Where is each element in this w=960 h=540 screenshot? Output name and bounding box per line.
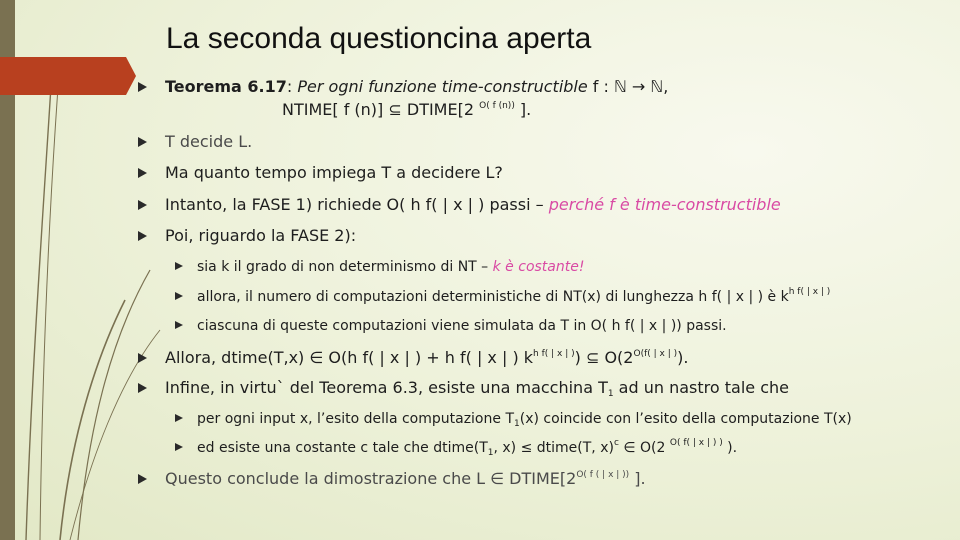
theorem-conclusion-exponent: O( f (n)) (479, 101, 515, 111)
conclusion-exponent: O( f ( | x | )) (576, 470, 630, 480)
theorem-hypothesis: Per ogni funzione time-constructible (297, 77, 588, 96)
bullet-phase-one (165, 195, 781, 215)
same-outcome-end: (x) coincide con l’esito della computazione T(x) (519, 411, 852, 427)
same-outcome-subscript: 1 (514, 419, 520, 429)
bullet-phase-two: Poi, riguardo la FASE 2): (165, 226, 357, 245)
sub-bullet-nondeterminism (197, 257, 584, 277)
theorem-statement (165, 77, 668, 97)
theorem-label: Teorema 6.17 (165, 77, 287, 96)
bullet-marker-icon (138, 137, 147, 147)
bullet-marker-icon (138, 353, 147, 363)
computations-count-exponent: h f( | x | ) (788, 287, 831, 297)
sub-bullet-constant-c (197, 438, 737, 458)
slide-title: La seconda questioncina aperta (166, 22, 592, 55)
sub-bullet-same-outcome (197, 409, 852, 429)
constant-c-exponent-2: O( f( | x | ) ) (669, 438, 723, 448)
bullet-marker-icon (138, 474, 147, 484)
bullet-marker-icon (138, 231, 147, 241)
bullet-dtime-bound (165, 348, 688, 368)
sub-bullet-marker-icon (175, 443, 183, 451)
sub-bullet-marker-icon (175, 292, 183, 300)
sub-bullet-simulation: ciascuna di queste computazioni viene simulata da T in O( h f( | x | )) passi. (197, 318, 727, 334)
dtime-bound-end: ). (677, 348, 689, 367)
dtime-bound-exponent-2: O(f( | x | ) (633, 349, 678, 359)
bullet-time-question: Ma quanto tempo impiega T a decidere L? (165, 163, 503, 182)
nondeterminism-highlight: k è costante! (492, 259, 585, 275)
bullet-t-decides-l: T decide L. (165, 132, 253, 151)
constant-c-mid: , x) ≤ dtime(T, x) (493, 440, 614, 456)
theorem-conclusion-text: NTIME[ f (n)] ⊆ DTIME[2 (282, 100, 480, 119)
sub-bullet-marker-icon (175, 321, 183, 329)
theorem-function: f : ℕ → ℕ, (587, 77, 669, 96)
theorem-6-3-text: Infine, in virtu` del Teorema 6.3, esiste una macchina T (165, 378, 608, 397)
dtime-bound-subset: ) ⊆ O(2 (574, 348, 634, 367)
conclusion-text: Questo conclude la dimostrazione che L ∈ DTIME[2 (165, 469, 577, 488)
sub-bullet-computations-count (197, 287, 830, 307)
theorem-conclusion (282, 100, 531, 120)
phase-one-text: Intanto, la FASE 1) richiede O( h f( | x | ) passi – (165, 195, 549, 214)
bullet-marker-icon (138, 82, 147, 92)
dtime-bound-exponent: h f( | x | ) (533, 349, 575, 359)
bullet-marker-icon (138, 383, 147, 393)
bullet-marker-icon (138, 200, 147, 210)
conclusion-end: ]. (629, 469, 646, 488)
same-outcome-text: per ogni input x, l’esito della computazione T (197, 411, 514, 427)
bullet-marker-icon (138, 168, 147, 178)
nondeterminism-text: sia k il grado di non determinismo di NT – (197, 259, 493, 275)
theorem-colon: : (286, 77, 298, 96)
constant-c-end: ). (722, 440, 738, 456)
constant-c-subscript: 1 (487, 448, 494, 458)
constant-c-exponent: c (613, 438, 619, 448)
computations-count-text: allora, il numero di computazioni deterministiche di NT(x) di lunghezza h f( | x | ) è k (197, 289, 789, 305)
phase-one-highlight: perché f è time-constructible (548, 195, 781, 214)
theorem-6-3-end: ad un nastro tale che (613, 378, 789, 397)
sub-bullet-marker-icon (175, 262, 183, 270)
theorem-conclusion-end: ]. (514, 100, 532, 119)
bullet-conclusion (165, 469, 646, 489)
constant-c-bound: ∈ O(2 (618, 440, 670, 456)
dtime-bound-text: Allora, dtime(T,x) ∈ O(h f( | x | ) + h f( | x | ) k (165, 348, 534, 367)
constant-c-text: ed esiste una costante c tale che dtime(T (197, 440, 488, 456)
sub-bullet-marker-icon (175, 414, 183, 422)
bullet-theorem-6-3 (165, 378, 789, 398)
machine-subscript: 1 (607, 389, 614, 399)
